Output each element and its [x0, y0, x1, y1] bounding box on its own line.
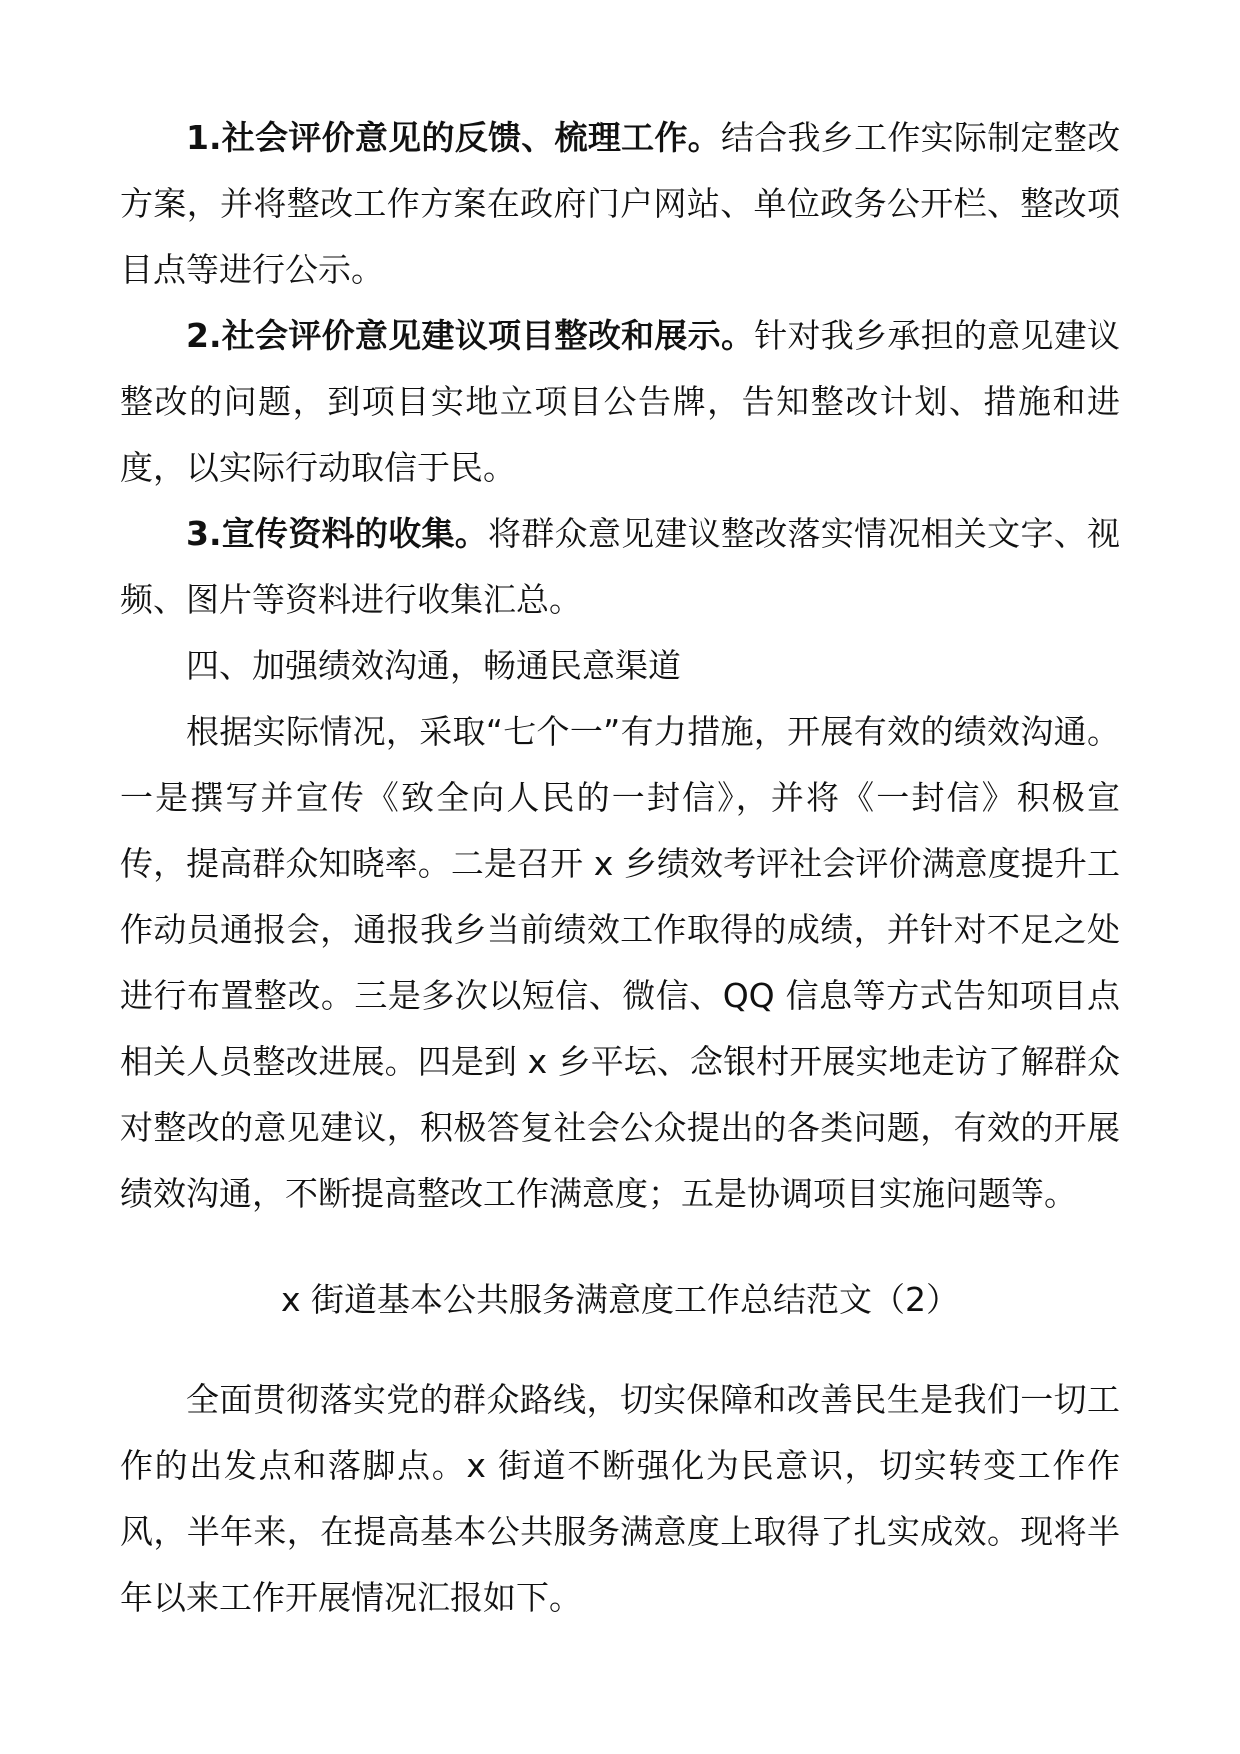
article-2-title: x 街道基本公共服务满意度工作总结范文（2） [280, 1280, 959, 1319]
item-1-heading: 1.社会评价意见的反馈、梳理工作。 [186, 118, 721, 157]
section-4-body: 根据实际情况，采取“七个一”有力措施，开展有效的绩效沟通。一是撰写并宣传《致全向人民的一封信》，并将《一封信》积极宣传，提高群众知晓率。二是召开 x 乡绩效考评社会评价满意度提升工作动员通报会，通报我乡当前绩效工作取得的成绩，并针对不足之处进行布置整改。三是多次以短信、微信、QQ 信息等方式告知项目点相关人员整改进展。四是到 x 乡平坛、念银村开展实地走访了解群众对整改的意见建议，积极答复社会公众提出的各类问题，有效的开展绩效沟通，不断提高整改工作满意度；五是协调项目实施问题等。 [120, 712, 1120, 1213]
item-2-heading: 2.社会评价意见建议项目整改和展示。 [186, 316, 755, 355]
item-1-text: 结合我乡工作实际制定整改方案，并将整改工作方案在政府门户网站、单位政务公开栏、整改项目点等进行公示。 [120, 118, 1121, 289]
section-4-heading: 四、加强绩效沟通，畅通民意渠道 [186, 646, 681, 685]
item-3-text: 将群众意见建议整改落实情况相关文字、视频、图片等资料进行收集汇总。 [120, 514, 1121, 619]
item-1-paragraph [120, 105, 1120, 303]
item-2-paragraph [120, 303, 1120, 501]
document-page [120, 105, 1120, 1631]
article-2-intro: 全面贯彻落实党的群众路线，切实保障和改善民生是我们一切工作的出发点和落脚点。x 街道不断强化为民意识，切实转变工作作风，半年来，在提高基本公共服务满意度上取得了扎实成效。现将半年以来工作开展情况汇报如下。 [120, 1380, 1120, 1617]
item-3-paragraph [120, 501, 1120, 633]
item-3-heading: 3.宣传资料的收集。 [186, 514, 488, 553]
item-2-text: 针对我乡承担的意见建议整改的问题，到项目实地立项目公告牌，告知整改计划、措施和进度，以实际行动取信于民。 [120, 316, 1121, 487]
